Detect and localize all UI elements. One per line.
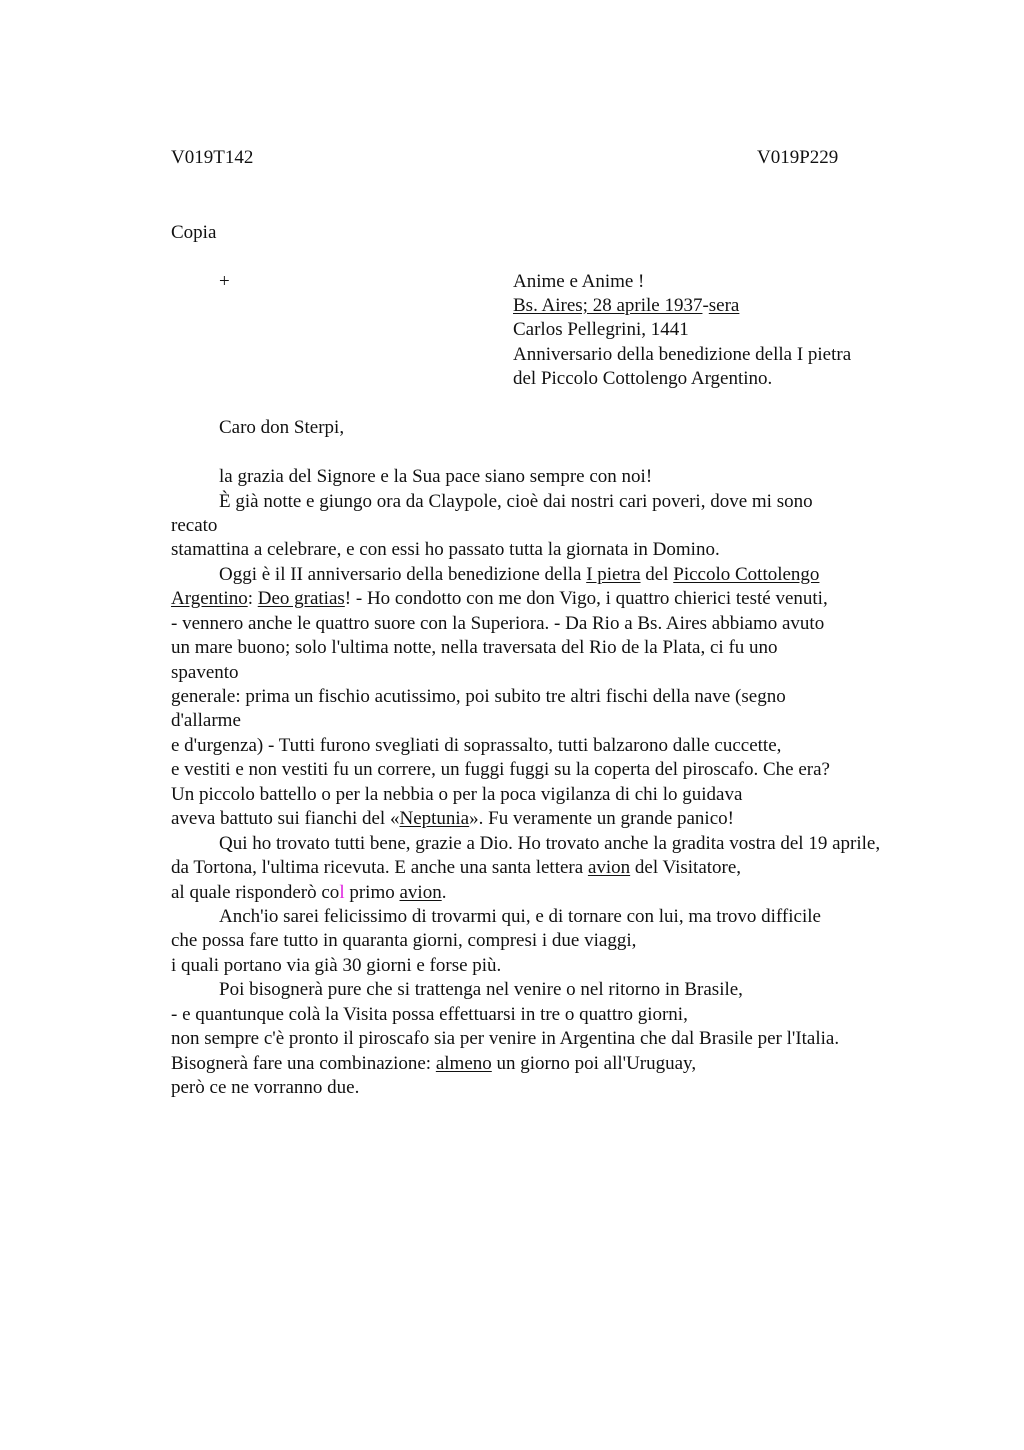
body-line: - e quantunque colà la Visita possa effettuarsi in tre o quattro giorni, [171,1004,688,1025]
body-line [171,881,446,905]
highlighted-letter: l [339,882,345,903]
body-line: d'allarme [171,710,241,731]
body-line: recato [171,515,218,536]
text-span: ! - Ho condotto con me don Vigo, i quattro chierici testé venuti, [344,588,828,609]
body-line: Anch'io sarei felicissimo di trovarmi qui, e di tornare con lui, ma trovo difficile [219,906,821,927]
heading-cottolengo: del Piccolo Cottolengo Argentino. [513,368,773,389]
underlined-text: almeno [435,1053,492,1074]
body-line: la grazia del Signore e la Sua pace siano sempre con noi! [219,466,653,487]
salutation: Caro don Sterpi, [219,417,345,438]
body-line [171,807,734,831]
text-span: al quale risponderò co [171,882,340,903]
underlined-text: avion [587,857,631,878]
body-line: Poi bisognerà pure che si trattenga nel venire o nel ritorno in Brasile, [219,979,743,1000]
body-line [171,587,828,611]
body-line: Un piccolo battello o per la nebbia o per la poca vigilanza di chi lo guidava [171,784,743,805]
body-line: però ce ne vorranno due. [171,1077,360,1098]
text-span: del [640,564,674,585]
heading-place-date [513,294,739,318]
text-span: Oggi è il II anniversario della benedizione della [219,564,587,585]
body-line [171,856,741,880]
body-line: e vestiti e non vestiti fu un correre, un fuggi fuggi su la coperta del piroscafo. Che era? [171,759,830,780]
dash-text: - [702,295,709,316]
document-code-left: V019T142 [171,147,254,168]
text-span: . [441,882,447,903]
body-line [219,563,819,587]
underlined-text: Deo gratias [257,588,345,609]
body-line: stamattina a celebrare, e con essi ho passato tutta la giornata in Domino. [171,539,720,560]
place-date-text: Bs. Aires; 28 aprile 1937 [513,295,703,316]
text-span: aveva battuto sui fianchi del « [171,808,400,829]
body-line: i quali portano via già 30 giorni e forse più. [171,955,502,976]
text-span: Bisognerà fare una combinazione: [171,1053,436,1074]
text-span: : [247,588,258,609]
underlined-text: Neptunia [399,808,470,829]
document-code-right: V019P229 [757,147,839,168]
text-span: ». Fu veramente un grande panico! [469,808,734,829]
text-span: primo [344,882,400,903]
underlined-text: Argentino [171,588,248,609]
body-line: - vennero anche le quattro suore con la Superiora. - Da Rio a Bs. Aires abbiamo avuto [171,613,825,634]
underlined-text: I pietra [586,564,641,585]
sera-text: sera [708,295,740,316]
text-span: del Visitatore, [630,857,742,878]
body-line: spavento [171,662,239,683]
body-line: non sempre c'è pronto il piroscafo sia per venire in Argentina che dal Brasile per l'Italia. [171,1028,840,1049]
underlined-text: avion [399,882,442,903]
body-line [171,1052,696,1076]
copia-label: Copia [171,222,217,243]
underlined-text: Piccolo Cottolengo [673,564,820,585]
body-line: Qui ho trovato tutti bene, grazie a Dio. Ho trovato anche la gradita vostra del 19 aprile, [219,833,881,854]
cross-mark: + [219,271,230,292]
body-line: generale: prima un fischio acutissimo, poi subito tre altri fischi della nave (segno [171,686,786,707]
heading-anniversary: Anniversario della benedizione della I pietra [513,344,852,365]
body-line: un mare buono; solo l'ultima notte, nella traversata del Rio de la Plata, ci fu uno [171,637,778,658]
body-line: È già notte e giungo ora da Claypole, cioè dai nostri cari poveri, dove mi sono [219,491,813,512]
heading-title: Anime e Anime ! [513,271,645,292]
text-span: da Tortona, l'ultima ricevuta. E anche una santa lettera [171,857,588,878]
body-line: che possa fare tutto in quaranta giorni, compresi i due viaggi, [171,930,637,951]
heading-address: Carlos Pellegrini, 1441 [513,319,689,340]
body-line: e d'urgenza) - Tutti furono svegliati di soprassalto, tutti balzarono dalle cuccette, [171,735,782,756]
text-span: un giorno poi all'Uruguay, [491,1053,697,1074]
